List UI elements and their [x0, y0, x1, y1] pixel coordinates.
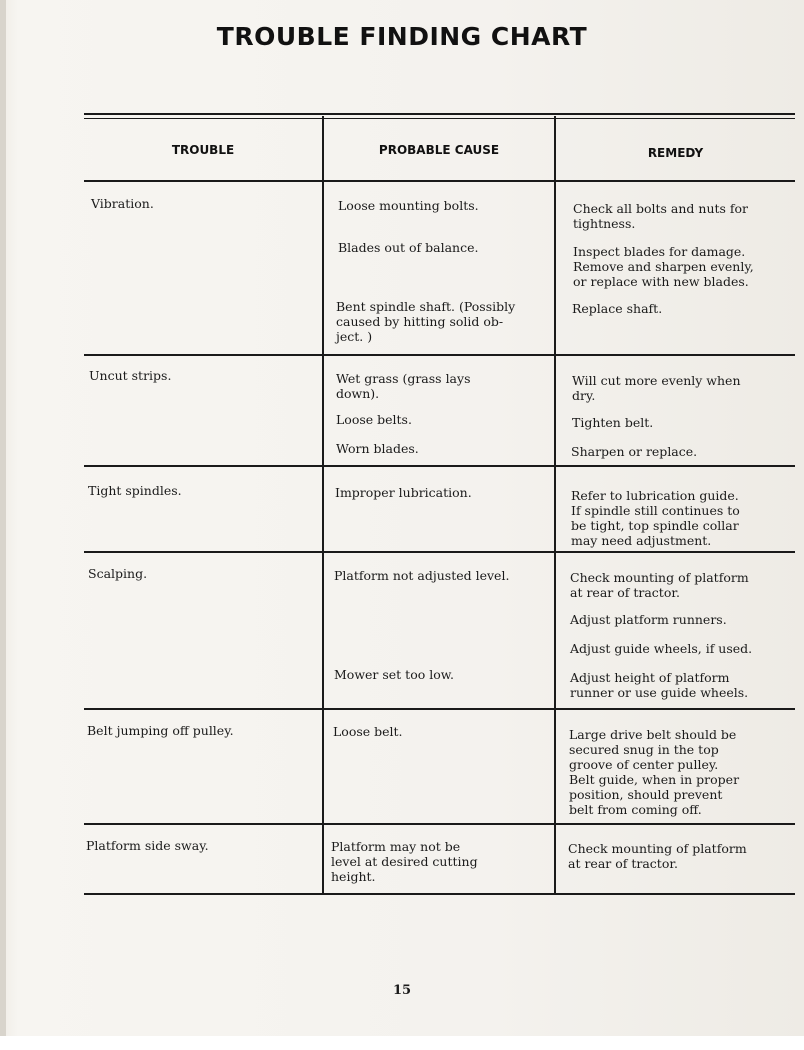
column-divider: [554, 116, 556, 895]
trouble-cell: Uncut strips.: [89, 368, 172, 383]
trouble-cell: Vibration.: [91, 196, 154, 211]
cause-cell: Loose belt.: [333, 724, 403, 739]
row-divider: [84, 465, 795, 467]
header-bottom-rule: [84, 180, 795, 182]
row-divider: [84, 823, 795, 825]
table-top-rule-thin: [84, 118, 795, 119]
header-remedy: REMEDY: [647, 146, 704, 160]
page-edge: [0, 0, 6, 1050]
remedy-cell: Inspect blades for damage. Remove and sharpen evenly, or replace with new blades.: [573, 244, 754, 289]
header-trouble: TROUBLE: [171, 143, 235, 157]
trouble-cell: Platform side sway.: [86, 838, 209, 853]
remedy-cell: Replace shaft.: [572, 301, 663, 316]
cause-cell: Platform may not be level at desired cutting height.: [331, 839, 478, 884]
remedy-cell: Adjust guide wheels, if used.: [570, 641, 753, 656]
remedy-cell: Will cut more evenly when dry.: [572, 373, 741, 403]
table-bottom-rule: [84, 893, 795, 895]
remedy-cell: Check mounting of platform at rear of tractor.: [570, 570, 749, 600]
cause-cell: Improper lubrication.: [335, 485, 472, 500]
cause-cell: Blades out of balance.: [338, 240, 479, 255]
cause-cell: Mower set too low.: [334, 667, 454, 682]
remedy-cell: Check mounting of platform at rear of tractor.: [568, 841, 747, 871]
header-probable-cause: PROBABLE CAUSE: [378, 143, 500, 157]
row-divider: [84, 708, 795, 710]
page-bottom-margin: [0, 1036, 804, 1050]
row-divider: [84, 354, 795, 356]
cause-cell: Loose mounting bolts.: [338, 198, 479, 213]
cause-cell: Worn blades.: [336, 441, 419, 456]
cause-cell: Platform not adjusted level.: [334, 568, 510, 583]
trouble-cell: Tight spindles.: [88, 483, 182, 498]
trouble-cell: Belt jumping off pulley.: [87, 723, 234, 738]
remedy-cell: Check all bolts and nuts for tightness.: [573, 201, 749, 231]
remedy-cell: Tighten belt.: [572, 415, 654, 430]
page-title: TROUBLE FINDING CHART: [216, 22, 588, 51]
column-divider: [322, 116, 324, 895]
page-number: 15: [392, 983, 412, 998]
trouble-cell: Scalping.: [88, 566, 148, 581]
table-top-rule: [84, 113, 795, 115]
remedy-cell: Adjust height of platform runner or use guide wheels.: [570, 670, 749, 700]
cause-cell: Wet grass (grass lays down).: [336, 371, 471, 401]
row-divider: [84, 551, 795, 553]
cause-cell: Bent spindle shaft. (Possibly caused by hitting solid ob- ject. ): [336, 299, 516, 344]
remedy-cell: Adjust platform runners.: [570, 612, 727, 627]
remedy-cell: Refer to lubrication guide. If spindle still continues to be tight, top spindle collar may need adjustment.: [571, 488, 740, 548]
cause-cell: Loose belts.: [336, 412, 412, 427]
remedy-cell: Sharpen or replace.: [571, 444, 698, 459]
remedy-cell: Large drive belt should be secured snug in the top groove of center pulley. Belt guide, when in proper position, should prevent belt from coming off.: [569, 727, 740, 817]
